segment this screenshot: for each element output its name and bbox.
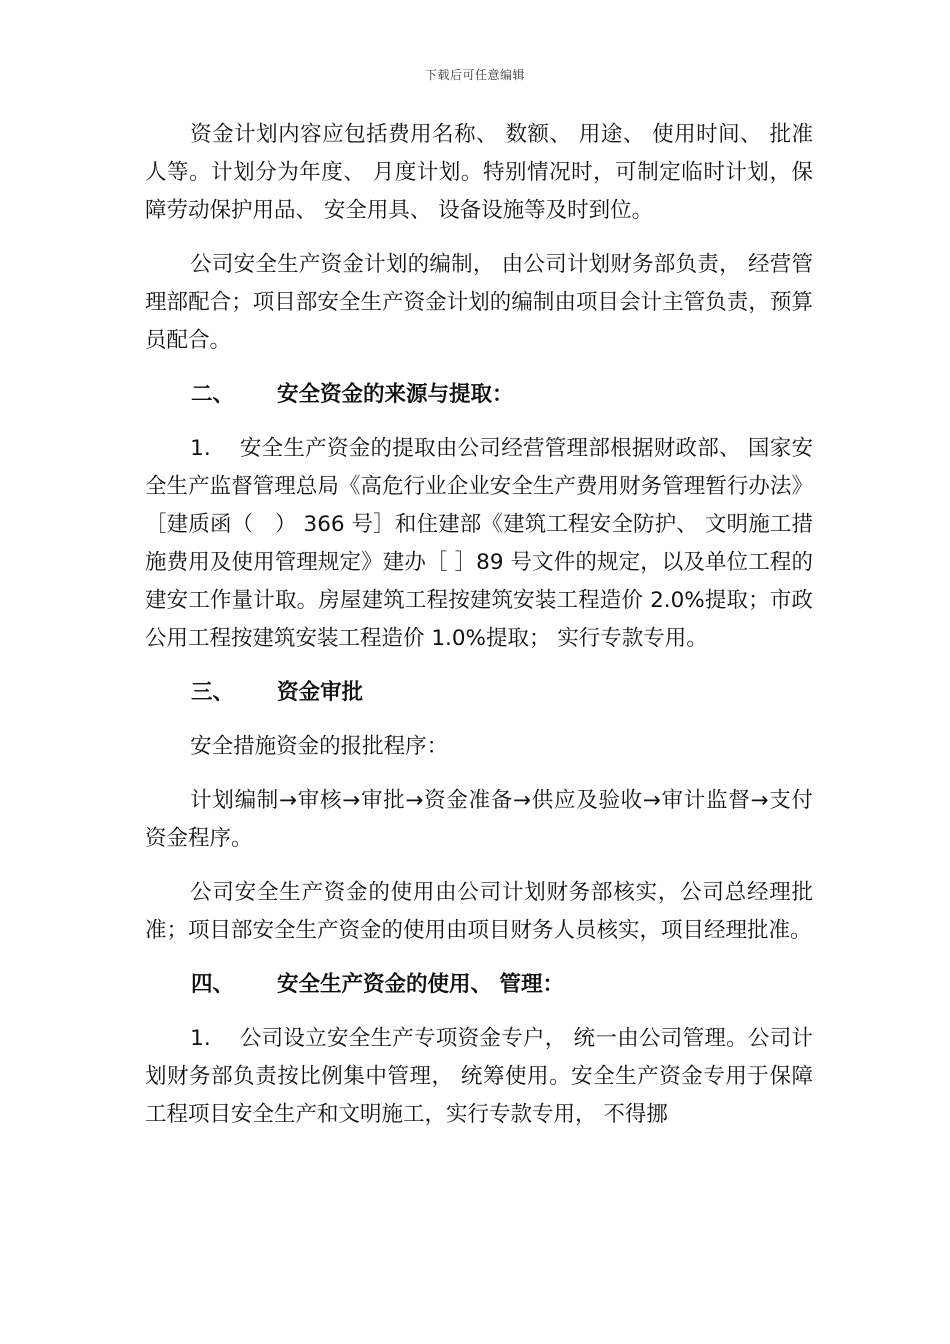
paragraph-fund-plan-content: 资金计划内容应包括费用名称、 数额、 用途、 使用时间、 批准人等。计划分为年度、 月度计划。特别情况时，可制定临时计划，保障劳动保护用品、 安全用具、 设备设施等及时到位。: [145, 122, 813, 223]
document-body: [145, 116, 813, 1150]
paragraph-fund-account-management: 1. 公司设立安全生产专项资金专户， 统一由公司管理。公司计划财务部负责按比例集中管理， 统筹使用。安全生产资金专用于保障工程项目安全生产和文明施工，实行专款专用， 不得挪: [145, 1026, 813, 1127]
section-title: 安全资金的来源与提取：: [277, 382, 514, 407]
section-heading-2: [145, 376, 813, 414]
section-title: 资金审批: [277, 680, 364, 705]
section-heading-4: [145, 966, 813, 1004]
section-number: 四、: [191, 972, 235, 997]
paragraph-approval-procedure-flow: 计划编制→审核→审批→资金准备→供应及验收→审计监督→支付资金程序。: [145, 788, 813, 851]
section-title: 安全生产资金的使用、 管理：: [277, 972, 564, 997]
section-heading-3: [145, 674, 813, 712]
section-number: 三、: [191, 680, 235, 705]
paragraph-fund-usage-approval: 公司安全生产资金的使用由公司计划财务部核实，公司总经理批准；项目部安全生产资金的使用由项目财务人员核实，项目经理批准。: [145, 880, 813, 943]
section-number: 二、: [191, 382, 235, 407]
paragraph-approval-procedure-label: 安全措施资金的报批程序：: [190, 734, 449, 759]
paragraph-fund-extraction: 1. 安全生产资金的提取由公司经营管理部根据财政部、 国家安全生产监督管理总局《高危行业企业安全生产费用财务管理暂行办法》［建质函（ ） 366 号］和住建部《建筑工程安全防护、 文明施工措施费用及使用管理规定》建办［ ］89 号文件的规定，以及单位工程的建安工作量计取。房屋建筑工程按建筑安装工程造价 2.0%提取；市政公用工程按建筑安装工程造价 1.0%提取； 实行专款专用。: [145, 436, 813, 651]
page-header: 下载后可任意编辑: [424, 68, 525, 82]
paragraph-fund-plan-compilation: 公司安全生产资金计划的编制， 由公司计划财务部负责， 经营管理部配合；项目部安全生产资金计划的编制由项目会计主管负责，预算员配合。: [145, 252, 813, 353]
